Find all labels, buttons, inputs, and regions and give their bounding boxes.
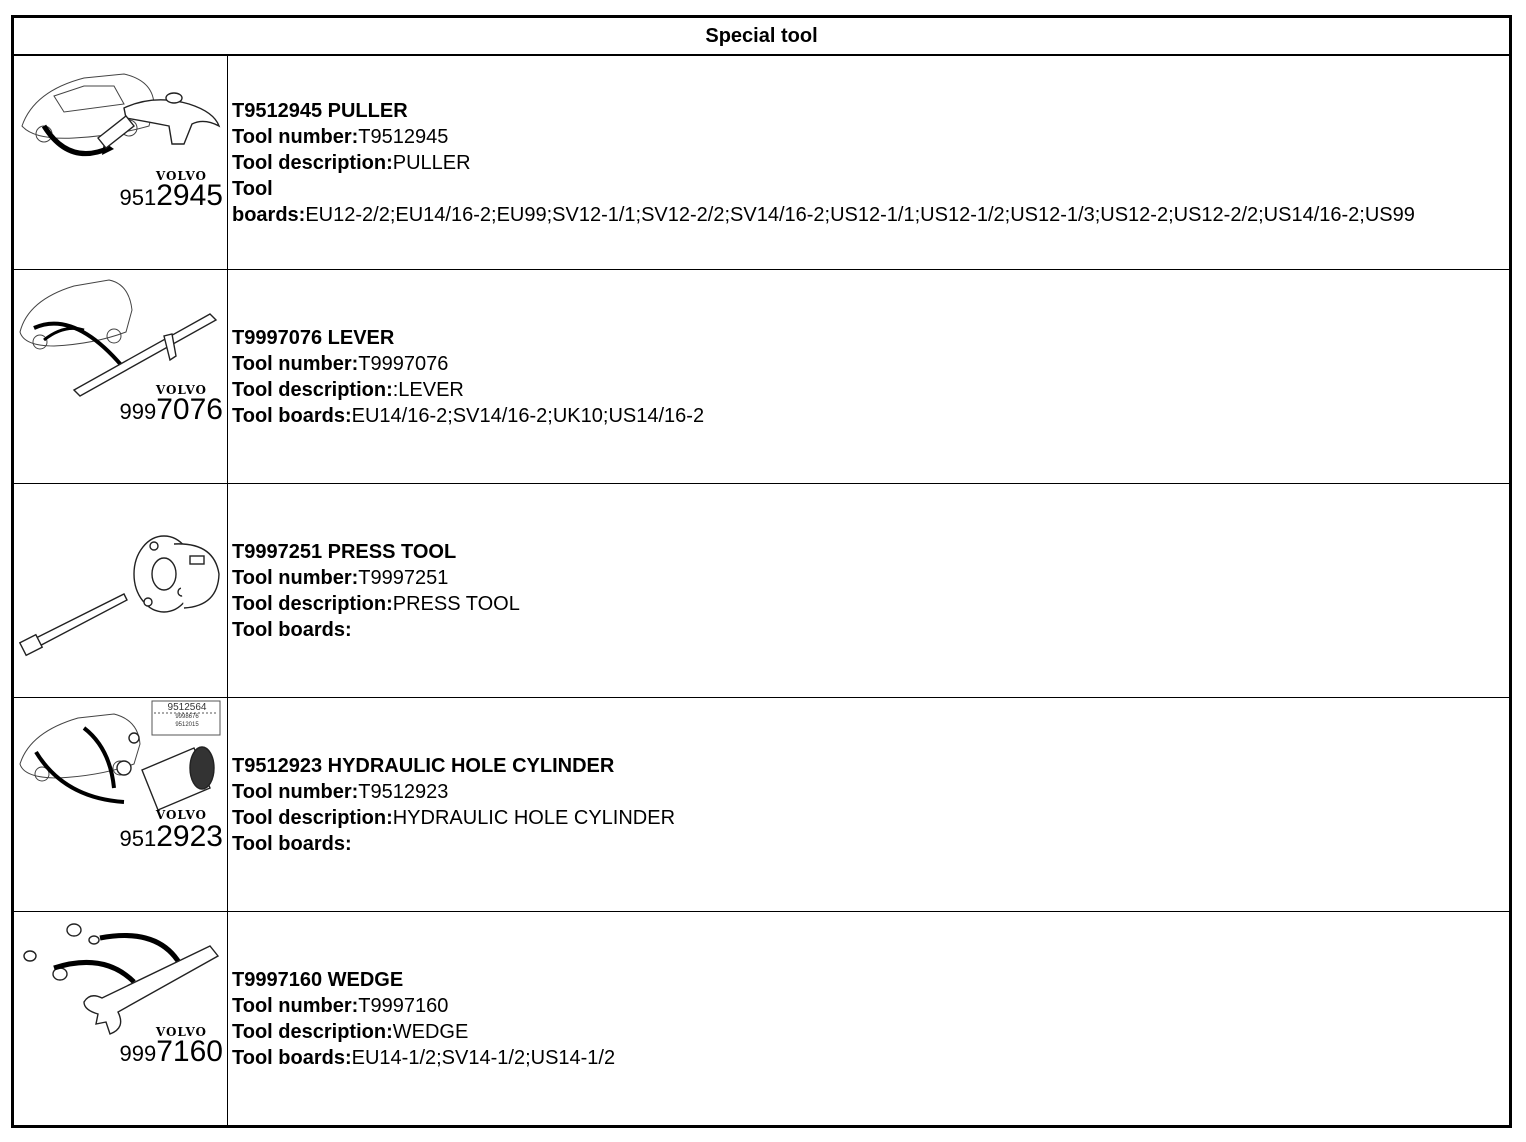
volvo-brand-label: VOLVO — [155, 1025, 207, 1039]
table-header: Special tool — [14, 18, 1509, 56]
tool-title: T9512923 HYDRAULIC HOLE CYLINDER — [232, 754, 615, 777]
part-number-label: 9997076 — [119, 393, 223, 426]
tool-boards-line: Tool boards: — [232, 832, 352, 855]
tool-number-line: Tool number:T9997160 — [232, 994, 449, 1017]
tool-description-line: Tool description::LEVER — [232, 378, 464, 401]
tool-info-wedge — [232, 912, 1505, 1125]
volvo-brand-label: VOLVO — [155, 383, 207, 397]
tool-info-lever — [232, 270, 1505, 483]
tool-number-line: Tool number:T9512923 — [232, 780, 449, 803]
puller-illustration-icon — [14, 56, 228, 269]
tool-boards-line: Tool boards:EU14/16-2;SV14/16-2;UK10;US14/16-2 — [232, 404, 705, 427]
tool-boards-line: Tool boards: — [232, 618, 352, 641]
tool-number-line: Tool number:T9512945 — [232, 125, 449, 148]
tool-boards-label: Tool — [232, 177, 273, 200]
tool-number-line: Tool number:T9997076 — [232, 352, 449, 375]
tool-row-puller — [14, 56, 1509, 270]
tool-title: T9512945 PULLER — [232, 99, 408, 122]
tool-image-press-tool — [14, 484, 228, 697]
part-number-label: 9997160 — [119, 1035, 223, 1068]
tool-description-line: Tool description:PRESS TOOL — [232, 592, 520, 615]
part-box-label: 9512564 9998676 9512015 — [167, 702, 207, 728]
volvo-brand-label: VOLVO — [155, 808, 207, 822]
wedge-illustration-icon — [14, 912, 228, 1125]
tool-number-line: Tool number:T9997251 — [232, 566, 449, 589]
tool-row-press-tool — [14, 484, 1509, 698]
lever-illustration-icon — [14, 270, 228, 483]
tool-description-line: Tool description:HYDRAULIC HOLE CYLINDER — [232, 806, 676, 829]
part-number-label: 9512945 — [119, 179, 223, 212]
tool-info-press-tool — [232, 484, 1505, 697]
part-number-label: 9512923 — [119, 820, 223, 853]
tool-image-lever — [14, 270, 228, 483]
tool-boards-line: boards:EU12-2/2;EU14/16-2;EU99;SV12-1/1;SV12-2/2;SV14/16-2;US12-1/1;US12-1/2;US12-1/3;US12-2;US12-2/2;US14/16-2;US99 — [232, 203, 1415, 226]
tool-title: T9997076 LEVER — [232, 326, 395, 349]
tool-title: T9997251 PRESS TOOL — [232, 540, 457, 563]
press-tool-illustration-icon — [14, 484, 228, 697]
tool-description-line: Tool description:WEDGE — [232, 1020, 469, 1043]
tool-info-hydraulic-cylinder — [232, 698, 1505, 911]
tool-boards-line: Tool boards:EU14-1/2;SV14-1/2;US14-1/2 — [232, 1046, 616, 1069]
special-tool-table — [11, 15, 1512, 1128]
tool-row-wedge — [14, 912, 1509, 1125]
tool-title: T9997160 WEDGE — [232, 968, 404, 991]
tool-image-wedge — [14, 912, 228, 1125]
tool-image-hydraulic-cylinder — [14, 698, 228, 911]
tool-description-line: Tool description:PULLER — [232, 151, 471, 174]
tool-row-lever — [14, 270, 1509, 484]
tool-row-hydraulic-cylinder — [14, 698, 1509, 912]
hydraulic-cylinder-illustration-icon — [14, 698, 228, 911]
tool-image-puller — [14, 56, 228, 269]
tool-info-puller — [232, 56, 1505, 269]
volvo-brand-label: VOLVO — [155, 169, 207, 183]
